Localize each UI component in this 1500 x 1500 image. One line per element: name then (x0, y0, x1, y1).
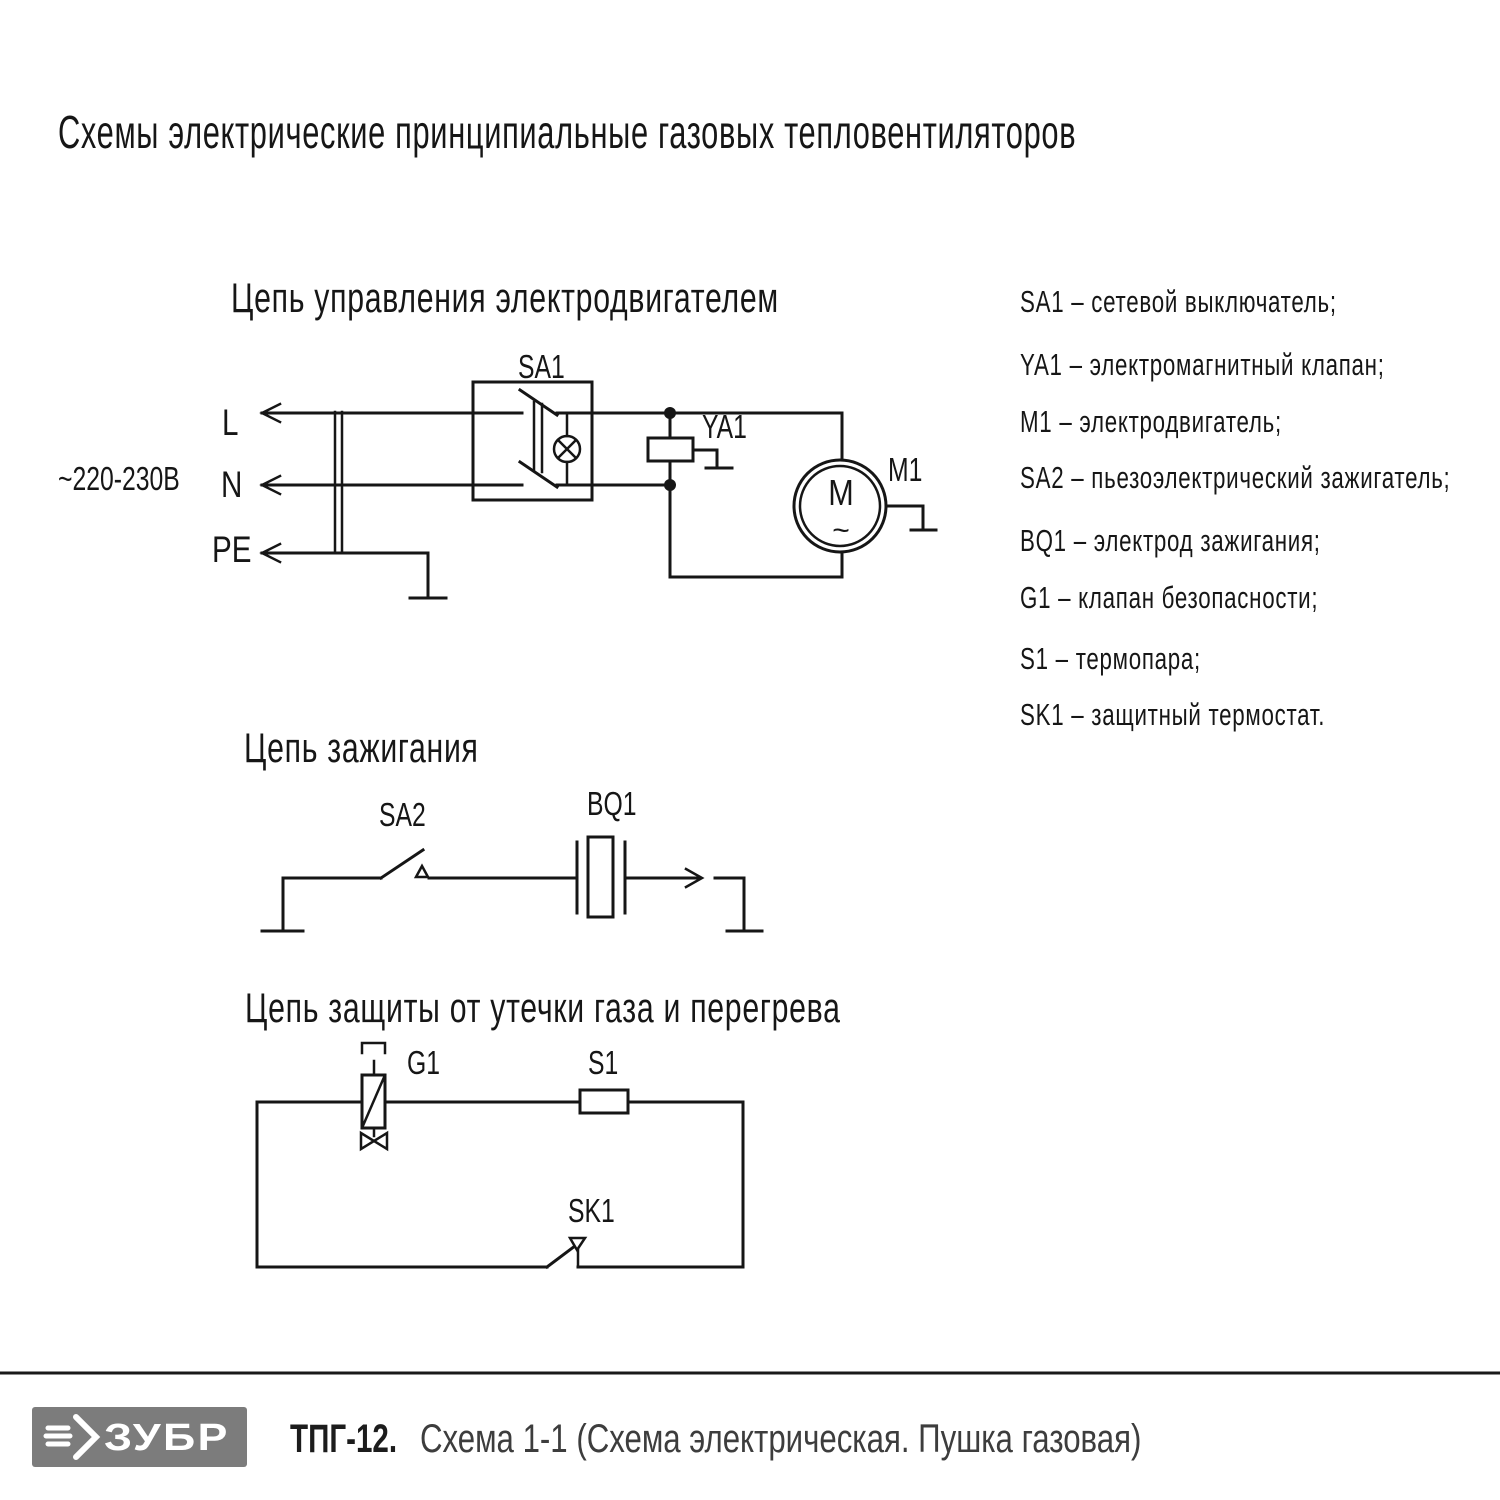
supply-voltage-label: ~220-230В (58, 461, 180, 498)
igniter-sa2-actuator-icon (416, 866, 428, 877)
valve-ya1-ground-wire (693, 450, 717, 468)
control-circuit (58, 274, 936, 598)
valve-g1-label: G1 (407, 1045, 441, 1082)
protection-circuit-heading: Цепь защиты от утечки газа и перегрева (245, 984, 841, 1032)
motor-m1-label: M1 (888, 452, 923, 489)
valve-ya1-label: YA1 (702, 409, 747, 446)
ignition-left-ground-wire (283, 878, 381, 931)
legend-item-sa2: SA2 – пьезоэлектрический зажигатель; (1020, 460, 1451, 495)
ignition-circuit (244, 724, 762, 931)
valve-g1-sensor-head-icon (362, 1043, 385, 1053)
thermocouple-s1-label: S1 (588, 1045, 619, 1082)
wire-top-bus (557, 413, 842, 460)
control-circuit-heading: Цепь управления электродвигателем (231, 274, 779, 322)
electrode-bq1-body (588, 837, 613, 917)
terminal-label-l: L (222, 402, 239, 444)
valve-ya1-coil (648, 438, 693, 461)
brand-logo-bars-icon (46, 1428, 70, 1444)
motor-ground-wire (886, 506, 923, 530)
legend-item-m1: M1 – электродвигатель; (1020, 404, 1282, 439)
footer-description: Схема 1-1 (Схема электрическая. Пушка газовая) (420, 1416, 1142, 1461)
electrode-bq1-label: BQ1 (587, 786, 637, 823)
brand-logo (32, 1407, 247, 1467)
legend (1020, 284, 1450, 731)
thermostat-sk1-blade (547, 1246, 575, 1267)
legend-item-s1: S1 – термопара; (1020, 641, 1201, 676)
footer-model: ТПГ-12. (290, 1416, 398, 1462)
thermocouple-s1-body (580, 1090, 628, 1113)
switch-sa1-pole-top (473, 390, 557, 415)
wire-motor-return (670, 485, 842, 577)
protection-circuit (245, 984, 841, 1267)
motor-ac-symbol: ~ (832, 514, 850, 547)
legend-item-bq1: BQ1 – электрод зажигания; (1020, 523, 1321, 558)
igniter-sa2-label: SA2 (379, 797, 426, 834)
brand-logo-text: ЗУБР (104, 1415, 230, 1459)
indicator-lamp-cross (558, 440, 576, 458)
cable-bundle-mark (335, 412, 342, 553)
line-pe-wire (262, 553, 428, 598)
switch-sa1-pole-bottom (473, 462, 557, 487)
legend-item-sk1: SK1 – защитный термостат. (1020, 697, 1326, 732)
page-title: Схемы электрические принципиальные газовых тепловентиляторов (58, 108, 1077, 159)
legend-item-sa1: SA1 – сетевой выключатель; (1020, 284, 1337, 319)
ignition-right-hook-wire (715, 878, 744, 931)
valve-g1-diagonal (362, 1075, 385, 1128)
switch-sa1-linkage (534, 402, 542, 472)
terminal-label-n: N (221, 464, 243, 506)
motor-letter: M (828, 473, 854, 514)
terminal-label-pe: PE (212, 529, 252, 571)
thermostat-sk1-label: SK1 (568, 1193, 615, 1230)
footer (0, 1373, 1500, 1467)
legend-item-ya1: YA1 – электромагнитный клапан; (1020, 347, 1385, 382)
ignition-circuit-heading: Цепь зажигания (244, 724, 479, 772)
switch-sa1-label: SA1 (518, 349, 565, 386)
legend-item-g1: G1 – клапан безопасности; (1020, 580, 1319, 615)
